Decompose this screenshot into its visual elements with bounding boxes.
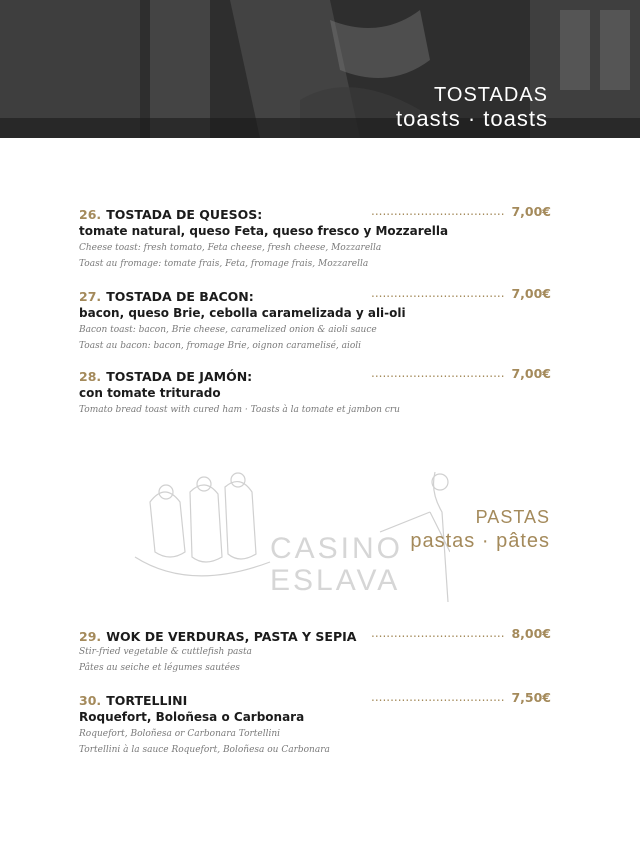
item-translation: Toast au fromage: tomate frais, Feta, fromage frais, Mozzarella [79,259,369,269]
item-name: TOSTADA DE JAMÓN: [106,369,253,384]
item-translation: Bacon toast: bacon, Brie cheese, caramelized onion & aioli sauce [79,325,377,335]
item-name: TORTELLINI [106,693,188,708]
section-title-tostadas: TOSTADAS [434,84,548,106]
item-translation: Roquefort, Boloñesa or Carbonara Tortellini [79,729,281,739]
header-banner [0,0,640,138]
item-price: 8,00€ [511,626,551,641]
menu-item [79,626,551,676]
item-name: WOK DE VERDURAS, PASTA Y SEPIA [106,629,357,644]
item-price: 7,50€ [511,690,551,705]
logo-line2: ESLAVA [270,564,401,597]
section-subtitle-tostadas: toasts · toasts [396,106,548,131]
item-translation: Tortellini à la sauce Roquefort, Boloñesa ou Carbonara [79,745,330,755]
dot-leader: ................................... [371,286,505,300]
item-name: TOSTADA DE QUESOS: [106,207,263,222]
dot-leader: ................................... [371,626,505,640]
item-name: TOSTADA DE BACON: [106,289,254,304]
item-translation: Stir-fried vegetable & cuttlefish pasta [79,647,252,657]
dot-leader: ................................... [371,366,505,380]
item-description: bacon, queso Brie, cebolla caramelizada y ali-oli [79,306,406,320]
dot-leader: ................................... [371,204,505,218]
item-translation: Pâtes au seiche et légumes sautées [79,663,240,673]
logo-line1: CASINO [270,532,404,565]
item-description: Roquefort, Boloñesa o Carbonara [79,710,305,724]
item-description: con tomate triturado [79,386,221,400]
item-translation: Toast au bacon: bacon, fromage Brie, oignon caramelisé, aioli [79,341,362,351]
section-subtitle-pastas: pastas · pâtes [410,530,550,552]
section-title-pastas: PASTAS [475,507,550,527]
item-price: 7,00€ [511,204,551,219]
item-number: 26. [79,207,102,222]
item-number: 29. [79,629,102,644]
menu-item [79,366,551,418]
menu-item [79,204,551,272]
dot-leader: ................................... [371,690,505,704]
item-number: 28. [79,369,102,384]
item-price: 7,00€ [511,366,551,381]
item-number: 27. [79,289,102,304]
item-price: 7,00€ [511,286,551,301]
item-translation: Tomato bread toast with cured ham · Toasts à la tomate et jambon cru [79,405,400,415]
item-description: tomate natural, queso Feta, queso fresco y Mozzarella [79,224,449,238]
item-number: 30. [79,693,102,708]
menu-item [79,690,551,758]
item-translation: Cheese toast: fresh tomato, Feta cheese, fresh cheese, Mozzarella [79,243,382,253]
menu-item [79,286,551,354]
